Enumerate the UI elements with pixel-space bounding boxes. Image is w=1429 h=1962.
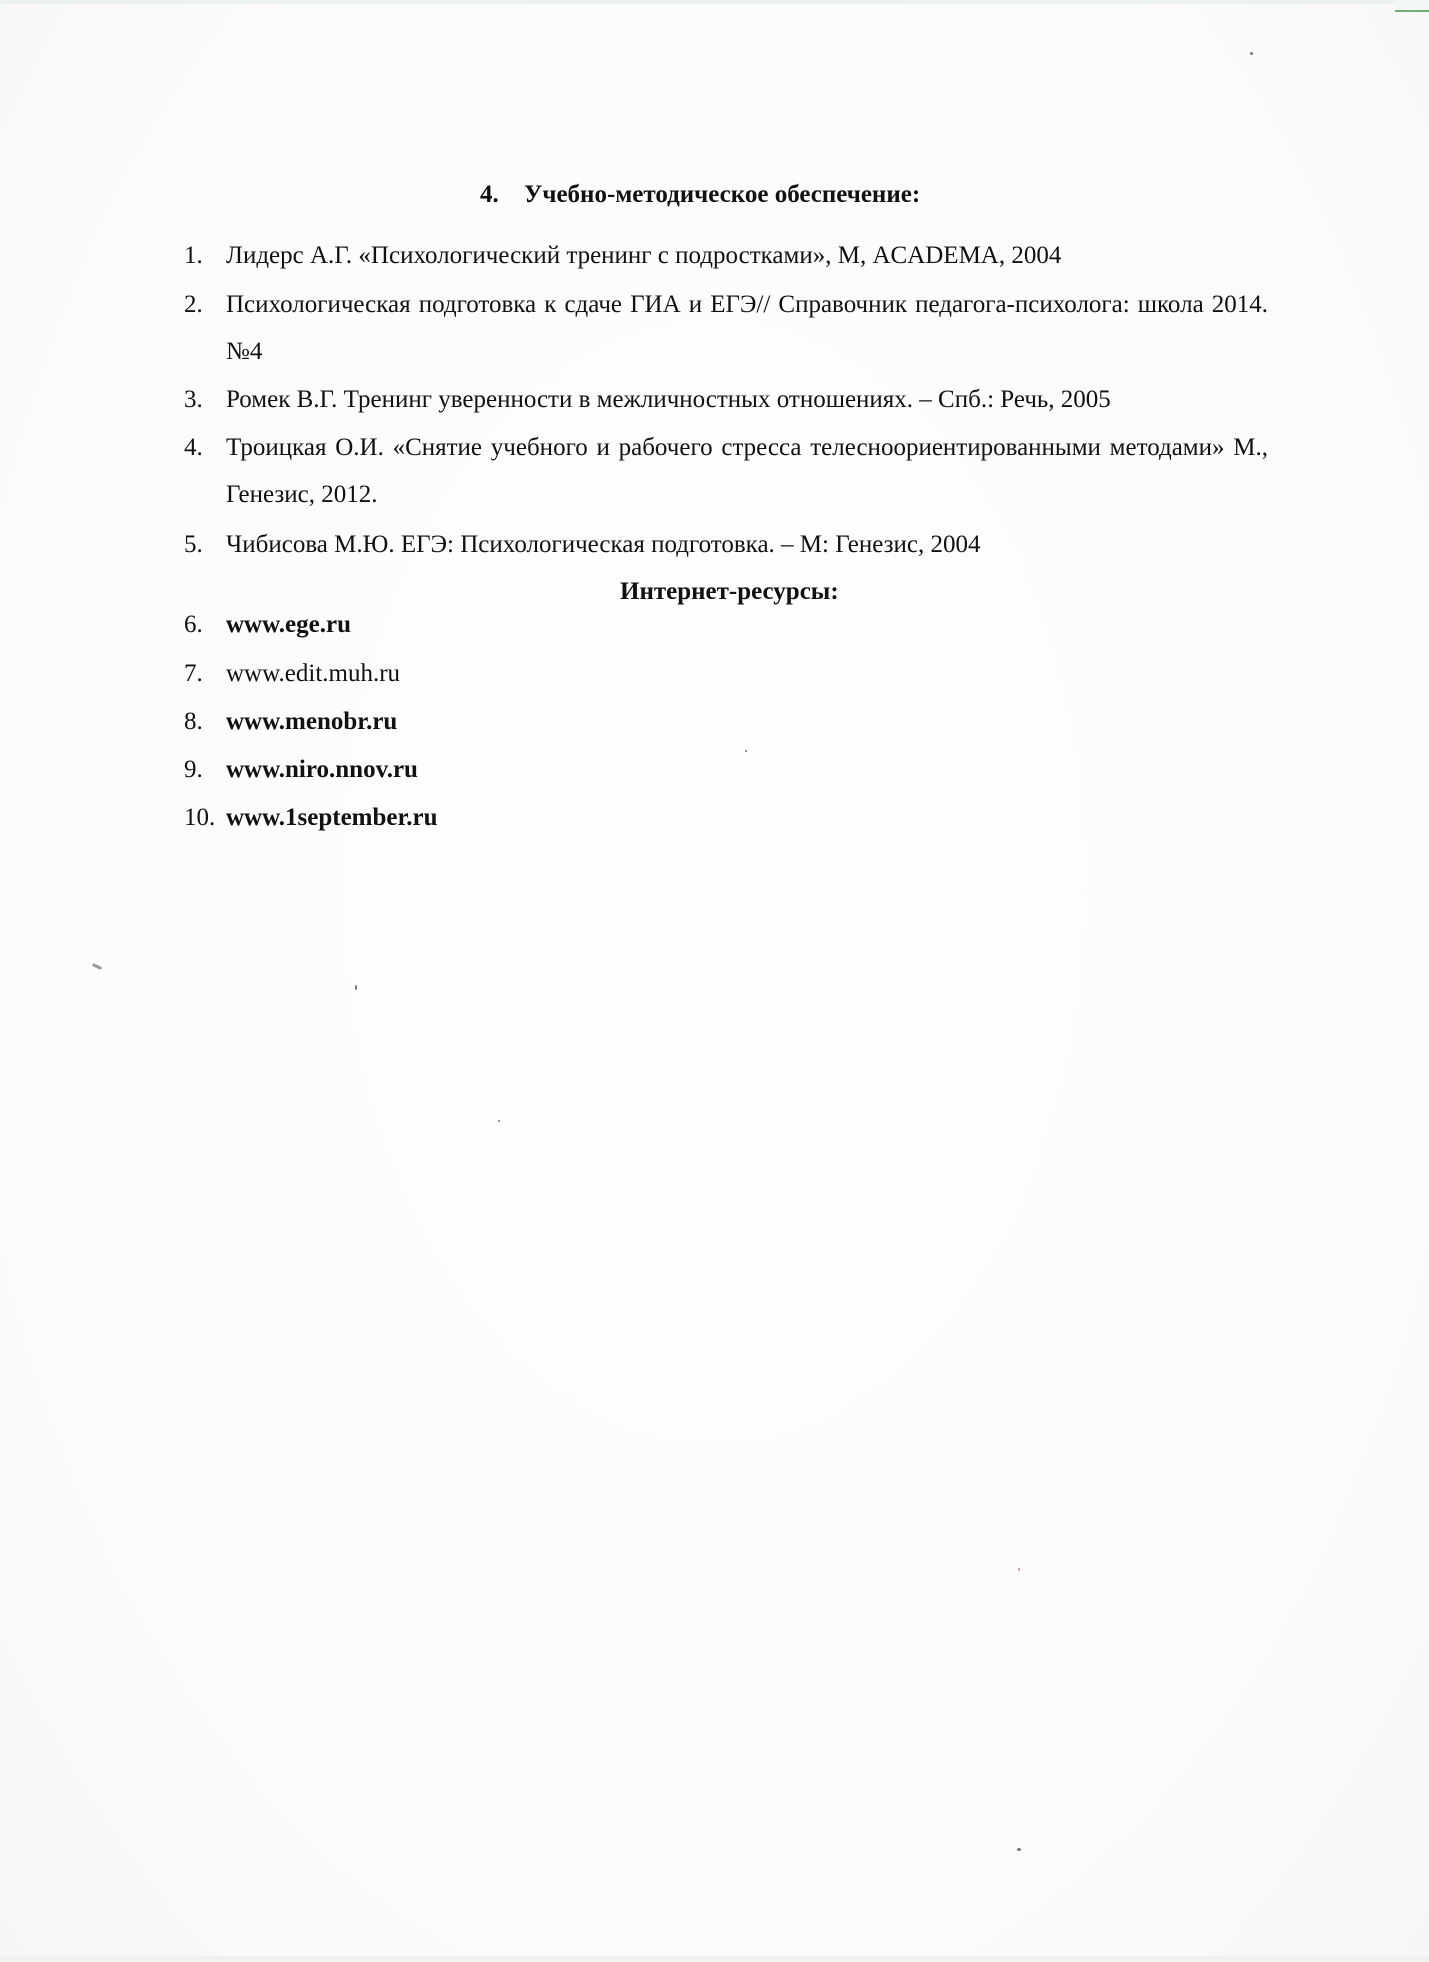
section-title: Учебно-методическое обеспечение:	[524, 181, 921, 208]
reference-text: Психологическая подготовка к сдаче ГИА и ЕГЭ// Справочник педагога-психолога: школа 2014. №4	[226, 291, 1268, 365]
reference-number: 3.	[184, 386, 203, 413]
internet-resources-heading: Интернет-ресурсы:	[620, 578, 839, 605]
internet-resource-url: www.edit.muh.ru	[226, 660, 401, 687]
internet-resource-number: 8.	[184, 708, 203, 735]
scan-corner-mark	[1395, 0, 1429, 12]
section-number: 4.	[480, 181, 499, 208]
scan-speck	[498, 1120, 500, 1122]
scan-speck	[1018, 1568, 1020, 1571]
reference-number: 1.	[184, 242, 203, 269]
scan-speck	[355, 985, 357, 990]
internet-resource-url: www.menobr.ru	[226, 708, 398, 735]
reference-text: Троицкая О.И. «Снятие учебного и рабочего стресса телесноориентированными методами» М., Генезис, 2012.	[226, 434, 1268, 508]
scan-edge-bottom	[0, 1956, 1429, 1962]
internet-resource-number: 9.	[184, 756, 203, 783]
scan-speck	[92, 963, 102, 970]
internet-resource-url: www.ege.ru	[226, 611, 351, 638]
reference-text: Чибисова М.Ю. ЕГЭ: Психологическая подготовка. – М: Генезис, 2004	[226, 531, 981, 558]
internet-resource-url: www.1september.ru	[226, 804, 438, 831]
reference-text: Лидерс А.Г. «Психологический тренинг с подростками», М, ACADEMA, 2004	[226, 242, 1062, 269]
scan-speck	[1250, 52, 1253, 55]
scan-speck	[745, 750, 747, 752]
reference-number: 5.	[184, 531, 203, 558]
internet-resource-number: 7.	[184, 660, 203, 687]
reference-text: Ромек В.Г. Тренинг уверенности в межличностных отношениях. – Спб.: Речь, 2005	[226, 386, 1111, 413]
internet-resource-number: 6.	[184, 611, 203, 638]
section-heading	[480, 181, 920, 209]
scan-speck	[1017, 1848, 1021, 1851]
internet-resource-number: 10.	[184, 804, 216, 831]
reference-number: 2.	[184, 291, 203, 318]
reference-number: 4.	[184, 434, 203, 461]
internet-resource-url: www.niro.nnov.ru	[226, 756, 418, 783]
scan-edge-top	[0, 0, 1429, 4]
